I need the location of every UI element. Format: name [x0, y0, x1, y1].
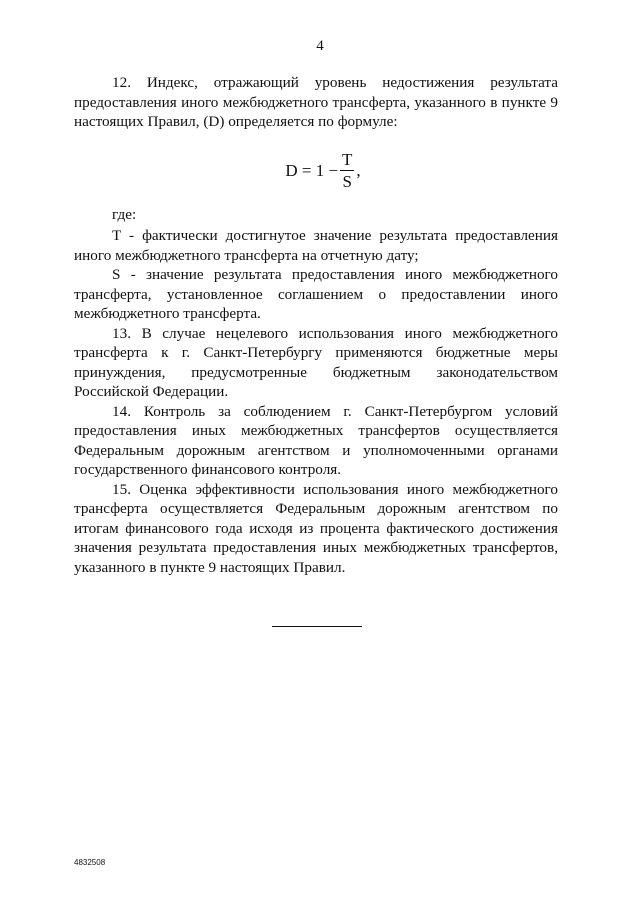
formula-lhs: D = 1 − — [285, 160, 339, 180]
paragraph-13: 13. В случае нецелевого использования иного межбюджетного трансферта к г. Санкт-Петербургу применяются бюджетные меры принуждения, предусмотренные бюджетным законодательством Российской Федерации. — [74, 324, 558, 400]
definitions-block — [74, 226, 558, 577]
formula-numerator: T — [342, 150, 353, 169]
paragraph-15: 15. Оценка эффективности использования иного межбюджетного трансферта осуществляется Федеральным дорожным агентством по итогам финансового года исходя из процента фактического достижения значения результата предоставления иных межбюджетных трансфертов, указанного в пункте 9 настоящих Правил. — [74, 480, 558, 576]
end-divider — [272, 626, 362, 627]
formula — [0, 150, 640, 191]
formula-trail: , — [356, 160, 361, 180]
definition-t: T - фактически достигнутое значение результата предоставления иного межбюджетного трансферта на отчетную дату; — [74, 227, 558, 264]
page-number: 4 — [316, 38, 324, 54]
paragraph-12-block — [74, 73, 558, 132]
where-label: где: — [112, 206, 137, 223]
paragraph-12: 12. Индекс, отражающий уровень недостижения результата предоставления иного межбюджетного трансферта, указанного в пункте 9 настоящих Правил, (D) определяется по формуле: — [74, 74, 558, 130]
definition-s: S - значение результата предоставления иного межбюджетного трансферта, установленное соглашением о предоставлении иного межбюджетного трансферта. — [74, 266, 558, 322]
formula-expression — [285, 150, 360, 191]
formula-fraction — [340, 150, 354, 191]
document-code: 4832508 — [74, 858, 106, 867]
formula-denominator: S — [342, 172, 352, 191]
paragraph-14: 14. Контроль за соблюдением г. Санкт-Петербургом условий предоставления иных межбюджетных трансфертов осуществляется Федеральным дорожным агентством и уполномоченными органами государственного финансового контроля. — [74, 402, 558, 478]
